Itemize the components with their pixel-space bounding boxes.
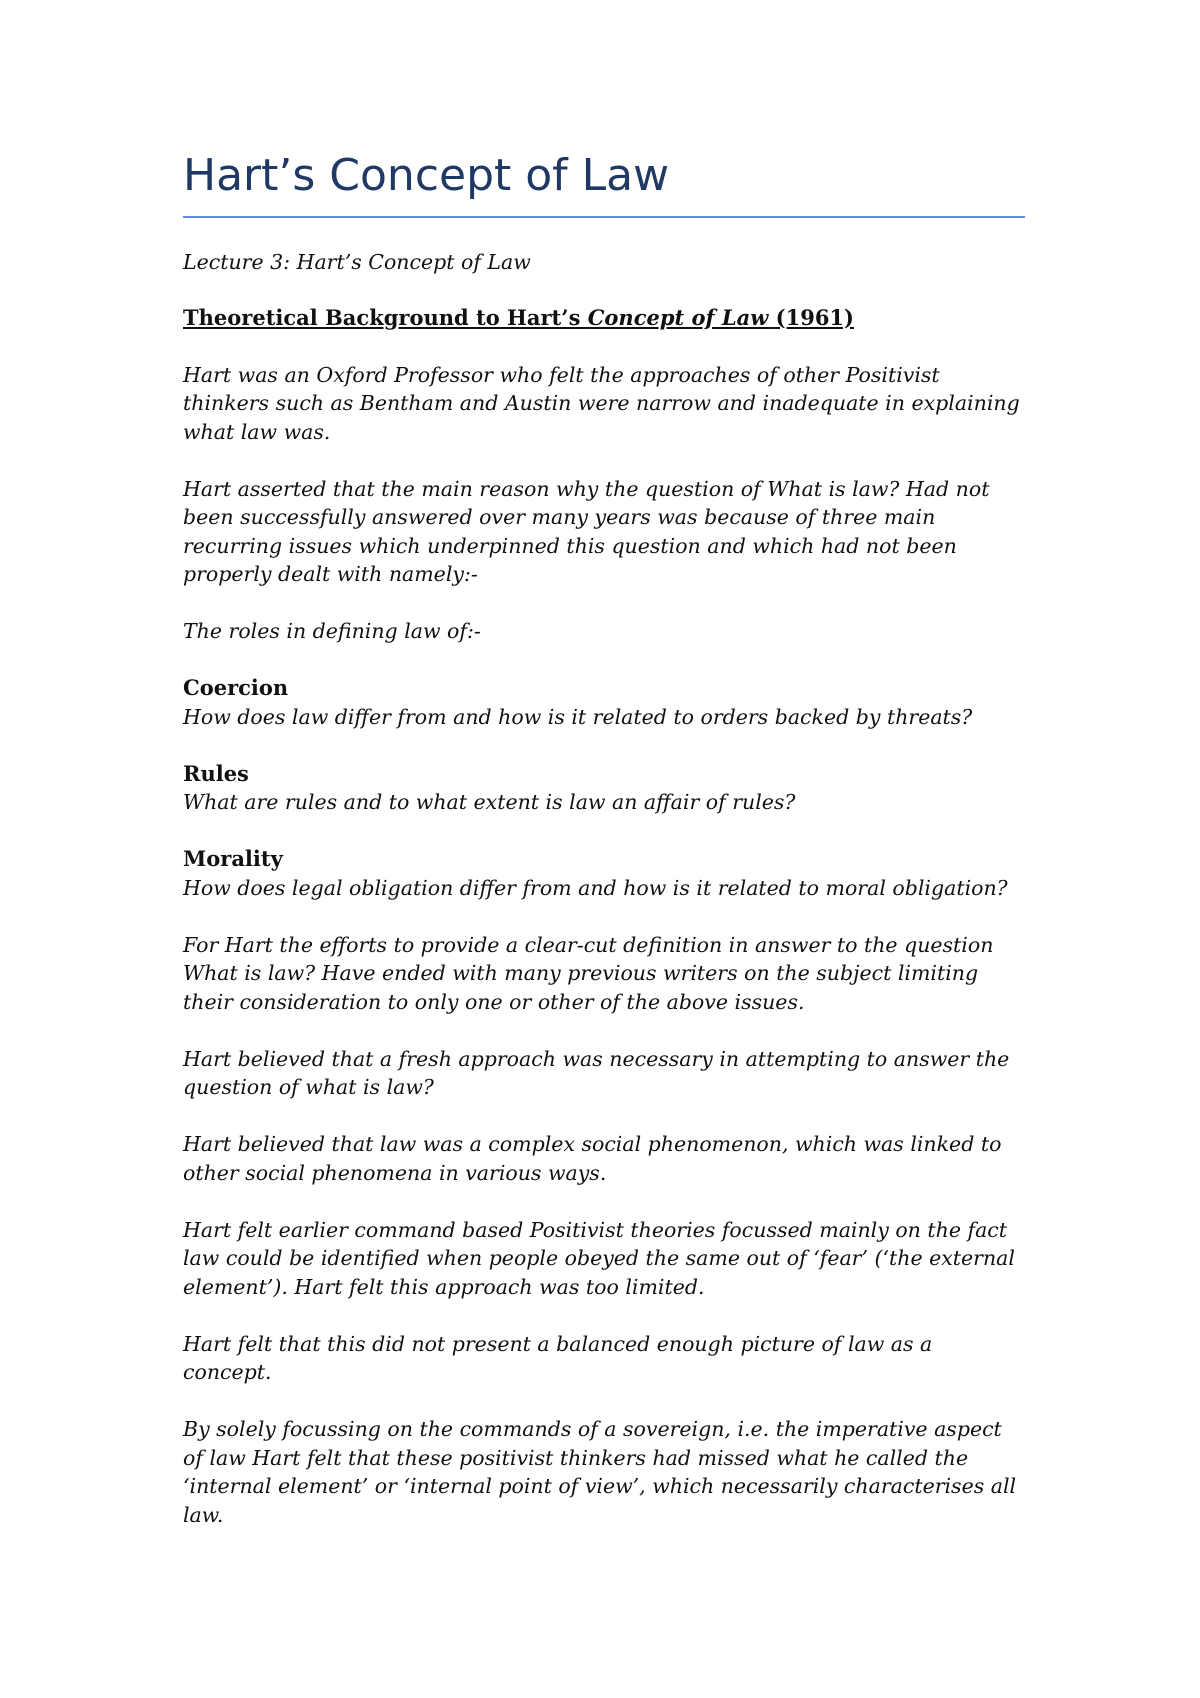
body-paragraph: Hart felt that this did not present a balanced enough picture of law as a concept. xyxy=(183,1331,933,1384)
issue-question-rules: What are rules and to what extent is law an affair of rules? xyxy=(183,790,796,814)
section-heading-suffix: (1961) xyxy=(768,304,854,330)
body-paragraph: Hart believed that a fresh approach was necessary in attempting to answer the question of what is law? xyxy=(183,1046,1010,1099)
issue-question-coercion: How does law differ from and how is it related to orders backed by threats? xyxy=(183,704,973,729)
document-title: Hart’s Concept of Law xyxy=(183,150,670,201)
intro-paragraph: The roles in defining law of:- xyxy=(183,619,481,643)
title-underline-rule xyxy=(183,216,1025,218)
lecture-subtitle: Lecture 3: Hart’s Concept of Law xyxy=(183,250,531,274)
body-paragraph: Hart felt earlier command based Positivist theories focussed mainly on the fact law could be identified when people obeyed the same out of ‘fear’ (‘the external element’). Hart felt this approach was too limited. xyxy=(183,1217,1015,1299)
intro-paragraph: Hart was an Oxford Professor who felt the approaches of other Positivist thinkers such as Bentham and Austin were narrow and inadequate in explaining what law was. xyxy=(183,362,1020,444)
issue-heading-rules: Rules xyxy=(183,760,249,786)
intro-paragraph: Hart asserted that the main reason why the question of What is law? Had not been successfully answered over many years was because of three main recurring issues which underpinned this question and which had not been properly dealt with namely:- xyxy=(183,476,990,586)
issue-question-morality: How does legal obligation differ from and how is it related to moral obligation? xyxy=(183,875,1008,900)
body-paragraph: For Hart the efforts to provide a clear-cut definition in answer to the question What is law? Have ended with many previous writers on the subject limiting their consideration to only one or other of the above issues. xyxy=(183,932,994,1014)
section-heading-prefix: Theoretical Background to Hart’s xyxy=(183,304,588,330)
section-heading-italic: Concept of Law xyxy=(587,304,769,330)
document-body xyxy=(183,148,1025,1529)
issue-heading-coercion: Coercion xyxy=(183,675,289,700)
body-paragraph: By solely focussing on the commands of a sovereign, i.e. the imperative aspect of law Hart felt that these positivist thinkers had missed what he called the ‘internal element’ or ‘internal point of view’, which necessarily characterises all law. xyxy=(183,1417,1017,1527)
issue-heading-morality: Morality xyxy=(183,846,283,871)
section-heading xyxy=(183,304,1025,333)
body-paragraph: Hart believed that law was a complex social phenomenon, which was linked to other social phenomena in various ways. xyxy=(183,1132,1002,1185)
